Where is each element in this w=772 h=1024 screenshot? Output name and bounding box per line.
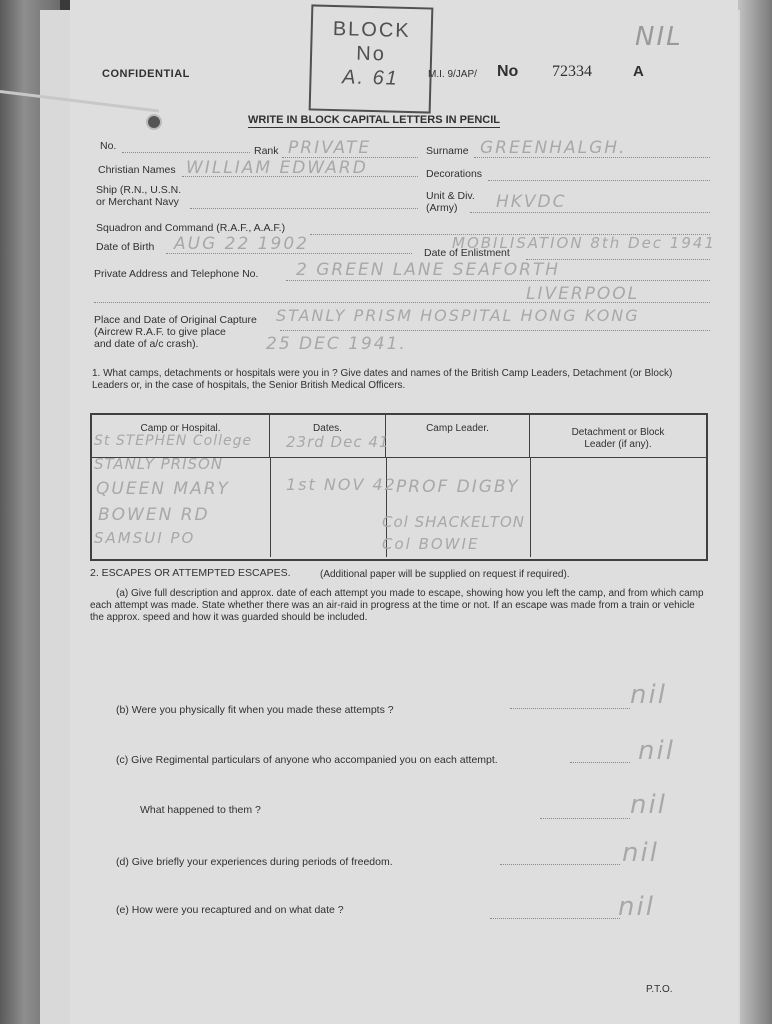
form-ref: M.I. 9/JAP/ — [428, 69, 477, 80]
answer-e-nil: nil — [618, 892, 655, 922]
question-2c-text: (c) Give Regimental particulars of anyone who accompanied you on each attempt. — [116, 754, 498, 766]
decorations-label: Decorations — [426, 168, 483, 180]
dob-value: AUG 22 1902 — [174, 234, 309, 254]
col-rule-1 — [270, 457, 271, 557]
date-entry: 23rd Dec 41 — [286, 433, 390, 451]
stamp-line-1: BLOCK — [332, 17, 411, 43]
enlistment-label: Date of Enlistment — [424, 247, 510, 259]
address-label: Private Address and Telephone No. — [94, 268, 259, 280]
pto-label: P.T.O. — [646, 984, 673, 995]
answer-e-line — [490, 918, 620, 919]
answer-c2-nil: nil — [630, 790, 667, 820]
leader-entry: PROF DIGBY — [396, 477, 520, 497]
answer-b-nil: nil — [630, 680, 667, 710]
christian-names-value: WILLIAM EDWARD — [186, 158, 368, 178]
answer-c-line — [570, 762, 630, 763]
no-line — [122, 152, 250, 153]
question-2a-text: (a) Give full description and approx. date of each attempt you made to escape, showing how you left the camp, and from which camp each attempt was made. State whether there was an air-raid in progress at the time or not. If an escape was made from a train or vehicle the approx. speed and how it was guarded should be included. — [90, 588, 704, 623]
answer-d-nil: nil — [622, 838, 659, 868]
answer-b-line — [510, 708, 630, 709]
dob-label: Date of Birth — [96, 241, 155, 253]
leader-entry: Col SHACKELTON — [382, 513, 525, 531]
rank-value: PRIVATE — [288, 138, 372, 158]
unit-line — [470, 212, 710, 213]
camp-entry: SAMSUI PO — [94, 529, 196, 547]
confidential-label: CONFIDENTIAL — [102, 68, 190, 80]
ship-line — [190, 208, 418, 209]
capture-label-2: (Aircrew R.A.F. to give place — [94, 326, 226, 338]
stamp-line-2: No — [356, 42, 387, 66]
rank-label: Rank — [254, 145, 279, 157]
capture-label-3: and date of a/c crash). — [94, 338, 199, 350]
camp-entry: St STEPHEN College — [94, 433, 253, 449]
form-page — [70, 0, 738, 1024]
question-2b-text: (b) Were you physically fit when you made these attempts ? — [116, 704, 394, 716]
unit-value: HKVDC — [496, 192, 567, 212]
capture-line — [280, 330, 710, 331]
address-value-2: LIVERPOOL — [526, 284, 640, 304]
punch-hole — [146, 114, 162, 130]
corner-nil-note: NIL — [635, 22, 683, 52]
address-line-1 — [286, 280, 710, 281]
camp-entry: BOWEN RD — [98, 505, 210, 525]
ship-label-2: or Merchant Navy — [96, 196, 179, 208]
col-rule-3 — [530, 457, 531, 557]
instruction-heading: WRITE IN BLOCK CAPITAL LETTERS IN PENCIL — [248, 114, 500, 126]
camp-entry: QUEEN MARY — [96, 479, 230, 499]
col-leader-header: Camp Leader. — [386, 415, 530, 457]
block-stamp — [309, 4, 434, 113]
answer-c-nil: nil — [638, 736, 675, 766]
surname-label: Surname — [426, 145, 469, 157]
enlistment-value: MOBILISATION 8th Dec 1941 — [452, 234, 716, 252]
answer-d-line — [500, 864, 620, 865]
capture-value-1: STANLY PRISM HOSPITAL HONG KONG — [276, 306, 640, 325]
question-1-text: 1. What camps, detachments or hospitals were you in ? Give dates and names of the British Camp Leaders, Detachment (or Block) Leaders or, in the case of hospitals, the Senior British Medical Officers. — [92, 368, 673, 391]
christian-names-label: Christian Names — [98, 164, 176, 176]
col-dates-header: Dates. — [270, 415, 386, 457]
stamp-line-3: A. 61 — [341, 66, 400, 90]
squadron-label: Squadron and Command (R.A.F., A.A.F.) — [96, 222, 286, 234]
question-2e-text: (e) How were you recaptured and on what date ? — [116, 904, 344, 916]
form-number: 72334 — [552, 63, 592, 80]
col-camp-header: Camp or Hospital. — [92, 415, 270, 457]
answer-c2-line — [540, 818, 630, 819]
decorations-line — [488, 180, 710, 181]
form-no-label: No — [497, 63, 519, 80]
question-2-heading: 2. ESCAPES OR ATTEMPTED ESCAPES. — [90, 567, 291, 579]
surname-value: GREENHALGH. — [480, 138, 627, 158]
capture-value-2: 25 DEC 1941. — [266, 334, 407, 354]
form-suffix: A — [633, 63, 644, 80]
question-2c2-text: What happened to them ? — [140, 804, 261, 816]
leader-entry: Col BOWIE — [382, 535, 480, 553]
date-entry: 1st NOV 42 — [286, 475, 397, 494]
address-value-1: 2 GREEN LANE SEAFORTH — [296, 260, 561, 280]
unit-label-1: Unit & Div. — [426, 190, 475, 202]
col-detachment-header: Detachment or Block Leader (if any). — [571, 427, 665, 450]
camps-table — [90, 413, 708, 561]
capture-label-1: Place and Date of Original Capture — [94, 314, 257, 326]
question-2-note: (Additional paper will be supplied on request if required). — [320, 569, 570, 580]
no-label: No. — [100, 140, 117, 152]
camp-entry: STANLY PRISON — [94, 455, 224, 473]
ship-label-1: Ship (R.N., U.S.N. — [96, 184, 182, 196]
question-2d-text: (d) Give briefly your experiences during periods of freedom. — [116, 856, 393, 868]
unit-label-2: (Army) — [426, 202, 458, 214]
